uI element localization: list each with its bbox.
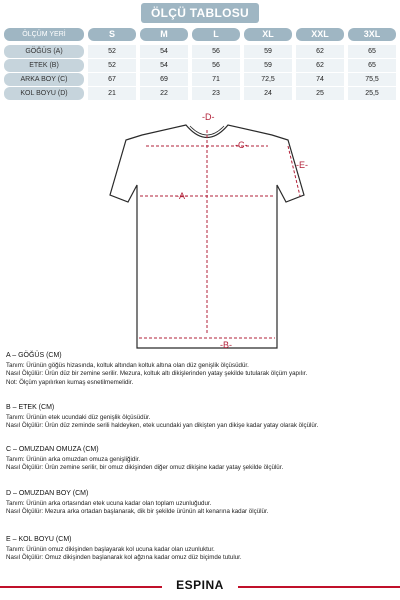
definition-d [6,490,396,517]
footer-rule-right [238,586,400,588]
table-cell: 52 [88,45,136,58]
table-cell: 25 [296,87,344,100]
footer-rule-left [0,586,162,588]
definition-e [6,536,396,563]
label-b: -B- [220,340,232,350]
table-cell: 21 [88,87,136,100]
table-cell: 54 [140,59,188,72]
definition-title: B – ETEK (CM) [6,404,55,411]
table-cell: 65 [348,59,396,72]
definition-line: Tanım: Ürünün göğüs hizasında, koltuk altından koltuk altına olan düz genişlik ölçüsüdür. [6,361,249,369]
size-header: L [192,28,240,41]
table-cell: 71 [192,73,240,86]
definition-line: Tanım: Ürünün omuz dikişinden başlayarak kol ucuna kadar olan uzunluktur. [6,545,215,553]
size-header: 3XL [348,28,396,41]
definition-title: D – OMUZDAN BOY (CM) [6,490,89,497]
size-header: XL [244,28,292,41]
row-label: ETEK (B) [4,59,84,72]
tshirt-svg [0,110,400,355]
table-cell: 74 [296,73,344,86]
label-c: -C- [235,140,248,150]
footer [0,578,400,594]
tshirt-diagram [0,110,400,355]
table-row [4,45,396,58]
table-cell: 56 [192,59,240,72]
table-cell: 52 [88,59,136,72]
brand-logo: ESPINA [176,578,224,592]
definition-c [6,446,396,473]
table-cell: 67 [88,73,136,86]
table-row [4,73,396,86]
table-cell: 65 [348,45,396,58]
definition-title: C – OMUZDAN OMUZA (CM) [6,446,99,453]
size-header: S [88,28,136,41]
table-cell: 24 [244,87,292,100]
table-row [4,59,396,72]
definition-line: Nasıl Ölçülür: Ürün düz zeminde serili haldeyken, etek ucundaki yan dikişten yan dikişe kadar yatay olarak ölçülür. [6,422,319,430]
definition-title: A – GÖĞÜS (CM) [6,352,62,359]
table-cell: 75,5 [348,73,396,86]
table-cell: 62 [296,45,344,58]
size-header: XXL [296,28,344,41]
label-e: -E- [296,160,308,170]
table-cell: 25,5 [348,87,396,100]
label-a: -A- [176,191,188,201]
definition-line: Tanım: Ürünün arka ortasından etek ucuna kadar olan toplam uzunluğudur. [6,499,212,507]
table-row [4,87,396,100]
table-header-row [4,28,396,41]
definition-line: Nasıl Ölçülür: Omuz dikişinden başlanarak kol ağzına kadar omuz düz biçimde tutulur. [6,554,242,562]
label-d: -D- [202,112,215,122]
table-cell: 62 [296,59,344,72]
definition-line: Nasıl Ölçülür: Ürün düz bir zemine serilir. Mezura, koltuk altı dikişlerinden yatay şekilde tutularak ölçüm yapılır. [6,370,308,378]
header-label: ÖLÇÜM YERİ [4,28,84,41]
page-title: ÖLÇÜ TABLOSU [141,3,259,23]
definition-b [6,404,396,431]
row-label: KOL BOYU (D) [4,87,84,100]
table-cell: 56 [192,45,240,58]
table-cell: 59 [244,59,292,72]
table-cell: 54 [140,45,188,58]
definition-line: Tanım: Ürünün etek ucundaki düz genişlik ölçüsüdür. [6,413,151,421]
definition-line: Nasıl Ölçülür: Mezura arka ortadan başlanarak, dik bir şekilde ürünün alt kenarına kadar ölçülür. [6,508,269,516]
table-cell: 72,5 [244,73,292,86]
table-cell: 59 [244,45,292,58]
definition-title: E – KOL BOYU (CM) [6,536,72,543]
table-cell: 69 [140,73,188,86]
row-label: ARKA BOY (C) [4,73,84,86]
definition-line: Not: Ölçüm yapılırken kumaş esnetilmemelidir. [6,378,134,386]
table-cell: 22 [140,87,188,100]
definition-a [6,352,396,387]
size-header: M [140,28,188,41]
row-label: GÖĞÜS (A) [4,45,84,58]
definition-line: Nasıl Ölçülür: Ürün zemine serilir, bir omuz dikişinden diğer omuz dikişine kadar yatay şekilde ölçülür. [6,464,284,472]
definition-line: Tanım: Ürünün arka omuzdan omuza genişliğidir. [6,455,141,463]
title-area [0,3,400,23]
table-cell: 23 [192,87,240,100]
